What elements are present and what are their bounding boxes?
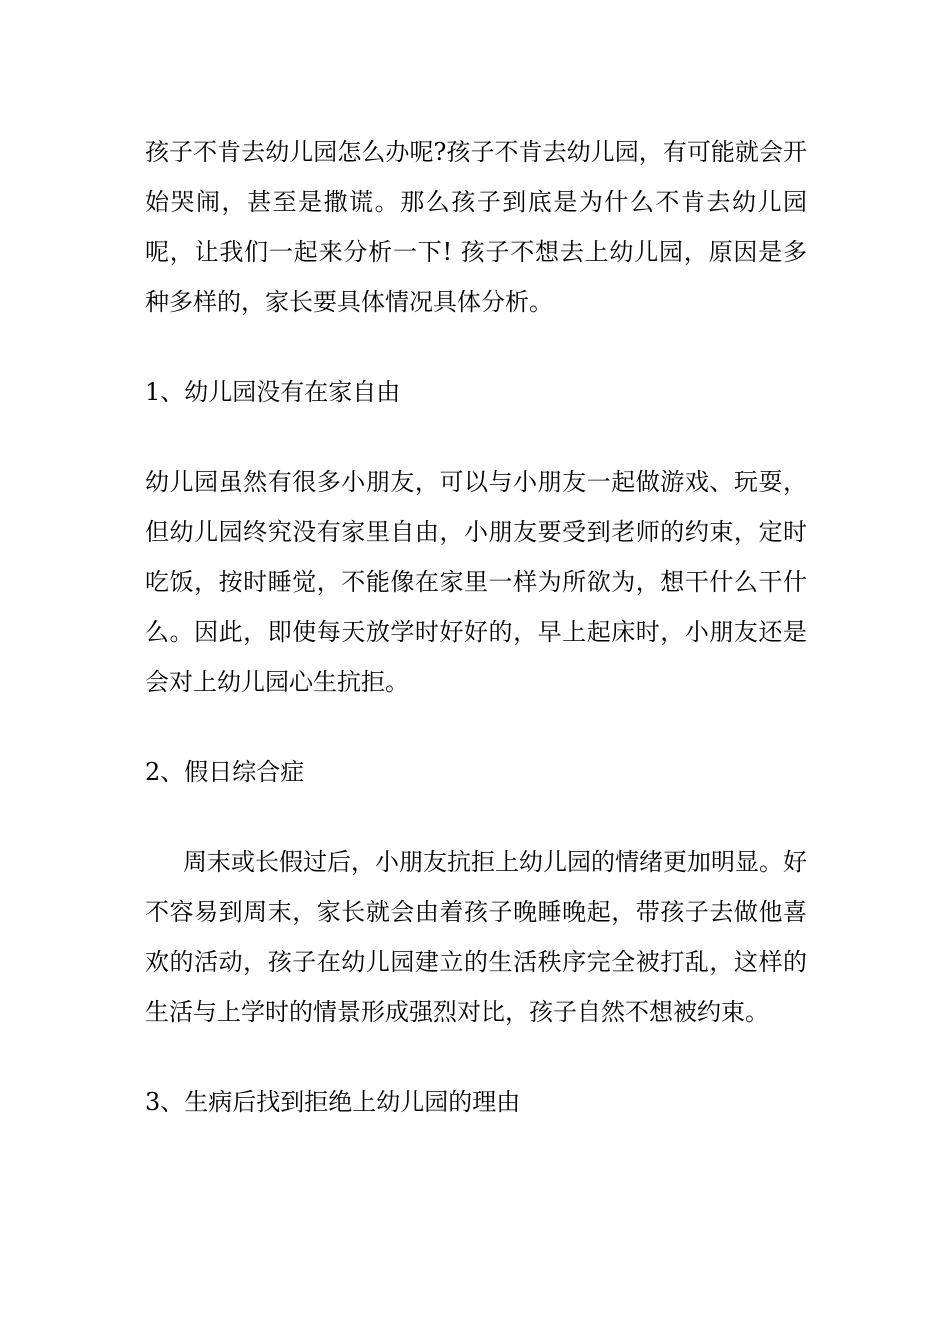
section-heading-3: 3、生病后找到拒绝上幼儿园的理由 (145, 1088, 521, 1116)
paragraph-spacer (145, 417, 807, 457)
paragraph-spacer (145, 1037, 807, 1077)
intro-paragraph: 孩子不肯去幼儿园怎么办呢?孩子不肯去幼儿园，有可能就会开始哭闹，甚至是撒谎。那么孩子到底是为什么不肯去幼儿园呢，让我们一起来分析一下! 孩子不想去上幼儿园，原因是多种多样的，家长要具体情况具体分析。 (145, 138, 807, 316)
section-1-paragraph: 幼儿园虽然有很多小朋友，可以与小朋友一起做游戏、玩耍，但幼儿园终究没有家里自由，小朋友要受到老师的约束，定时吃饭，按时睡觉，不能像在家里一样为所欲为，想干什么干什么。因此，即使每天放学时好好的，早上起床时，小朋友还是会对上幼儿园心生抗拒。 (145, 468, 807, 696)
paragraph-spacer (145, 707, 807, 747)
section-2-paragraph: 周末或长假过后，小朋友抗拒上幼儿园的情绪更加明显。好不容易到周末，家长就会由着孩子晚睡晚起，带孩子去做他喜欢的活动，孩子在幼儿园建立的生活秩序完全被打乱，这样的生活与上学时的情景形成强烈对比，孩子自然不想被约束。 (145, 848, 807, 1026)
paragraph-spacer (145, 327, 807, 367)
section-heading-1: 1、幼儿园没有在家自由 (145, 378, 401, 406)
document-body (145, 127, 807, 1127)
section-heading-2: 2、假日综合症 (145, 758, 305, 786)
paragraph-spacer (145, 797, 807, 837)
